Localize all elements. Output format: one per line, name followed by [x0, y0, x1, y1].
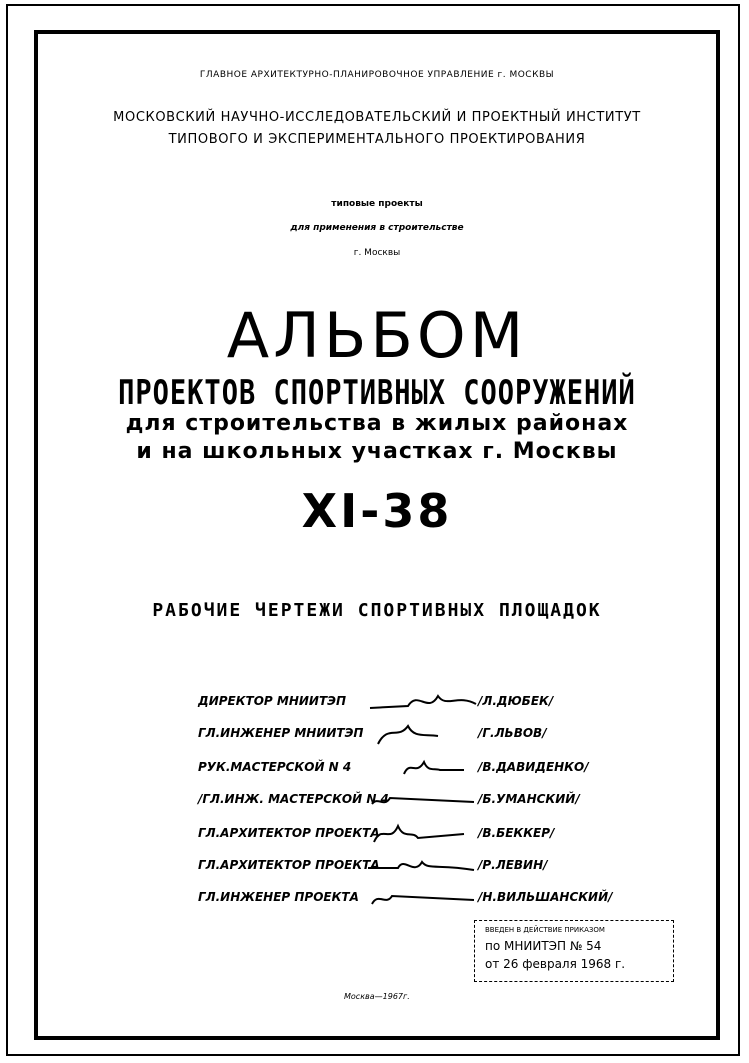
handwritten-signature [368, 688, 478, 716]
stamp-line-2: по МНИИТЭП № 54 [485, 939, 602, 953]
footer-place-year: Москва—1967г. [344, 992, 410, 1001]
signature-role: ГЛ.ИНЖЕНЕР МНИИТЭП [198, 726, 364, 740]
header-line-2: МОСКОВСКИЙ НАУЧНО-ИССЛЕДОВАТЕЛЬСКИЙ И ПРОЕКТНЫЙ ИНСТИТУТ [113, 110, 641, 125]
signature-name: /В.ДАВИДЕНКО/ [478, 760, 589, 774]
signature-name: /В.БЕККЕР/ [478, 826, 555, 840]
document-frame [34, 30, 720, 1040]
signature-role: ДИРЕКТОР МНИИТЭП [198, 694, 346, 708]
signature-name: /Н.ВИЛЬШАНСКИЙ/ [478, 890, 613, 904]
handwritten-signature [368, 884, 478, 912]
album-subtitle-3: и на школьных участках г. Москвы [136, 439, 618, 464]
album-subtitle-2: для строительства в жилых районах [125, 411, 629, 436]
signature-name: /Р.ЛЕВИН/ [478, 858, 548, 872]
handwritten-signature [368, 754, 478, 782]
signature-row [38, 890, 724, 920]
work-drawings-title: РАБОЧИЕ ЧЕРТЕЖИ СПОРТИВНЫХ ПЛОЩАДОК [152, 600, 602, 621]
signature-row [38, 726, 724, 756]
album-title: АЛЬБОМ [226, 299, 528, 372]
series-line-3: г. Москвы [353, 248, 401, 258]
signature-name: /Г.ЛЬВОВ/ [478, 726, 547, 740]
signature-role: ГЛ.ИНЖЕНЕР ПРОЕКТА [198, 890, 359, 904]
album-code: XI-38 [301, 484, 453, 538]
signature-role: /ГЛ.ИНЖ. МАСТЕРСКОЙ N 4 [198, 792, 389, 806]
handwritten-signature [368, 852, 478, 880]
header-line-1: ГЛАВНОЕ АРХИТЕКТУРНО-ПЛАНИРОВОЧНОЕ УПРАВЛЕНИЕ г. МОСКВЫ [199, 70, 555, 80]
signature-role: РУК.МАСТЕРСКОЙ N 4 [198, 760, 352, 774]
enactment-stamp [474, 920, 674, 982]
stamp-line-1: ВВЕДЕН В ДЕЙСТВИЕ ПРИКАЗОМ [485, 926, 605, 934]
signature-role: ГЛ.АРХИТЕКТОР ПРОЕКТА [198, 826, 380, 840]
series-line-1: типовые проекты [331, 199, 423, 209]
signature-name: /Л.ДЮБЕК/ [478, 694, 554, 708]
handwritten-signature [368, 820, 478, 848]
signature-row [38, 792, 724, 822]
header-line-3: ТИПОВОГО И ЭКСПЕРИМЕНТАЛЬНОГО ПРОЕКТИРОВАНИЯ [168, 132, 586, 147]
signature-role: ГЛ.АРХИТЕКТОР ПРОЕКТА [198, 858, 380, 872]
handwritten-signature [368, 720, 478, 748]
series-line-2: для применения в строительстве [290, 223, 464, 233]
handwritten-signature [368, 786, 478, 814]
album-subtitle-1: ПРОЕКТОВ СПОРТИВНЫХ СООРУЖЕНИЙ [118, 374, 636, 413]
signature-name: /Б.УМАНСКИЙ/ [478, 792, 580, 806]
stamp-line-3: от 26 февраля 1968 г. [485, 957, 626, 971]
